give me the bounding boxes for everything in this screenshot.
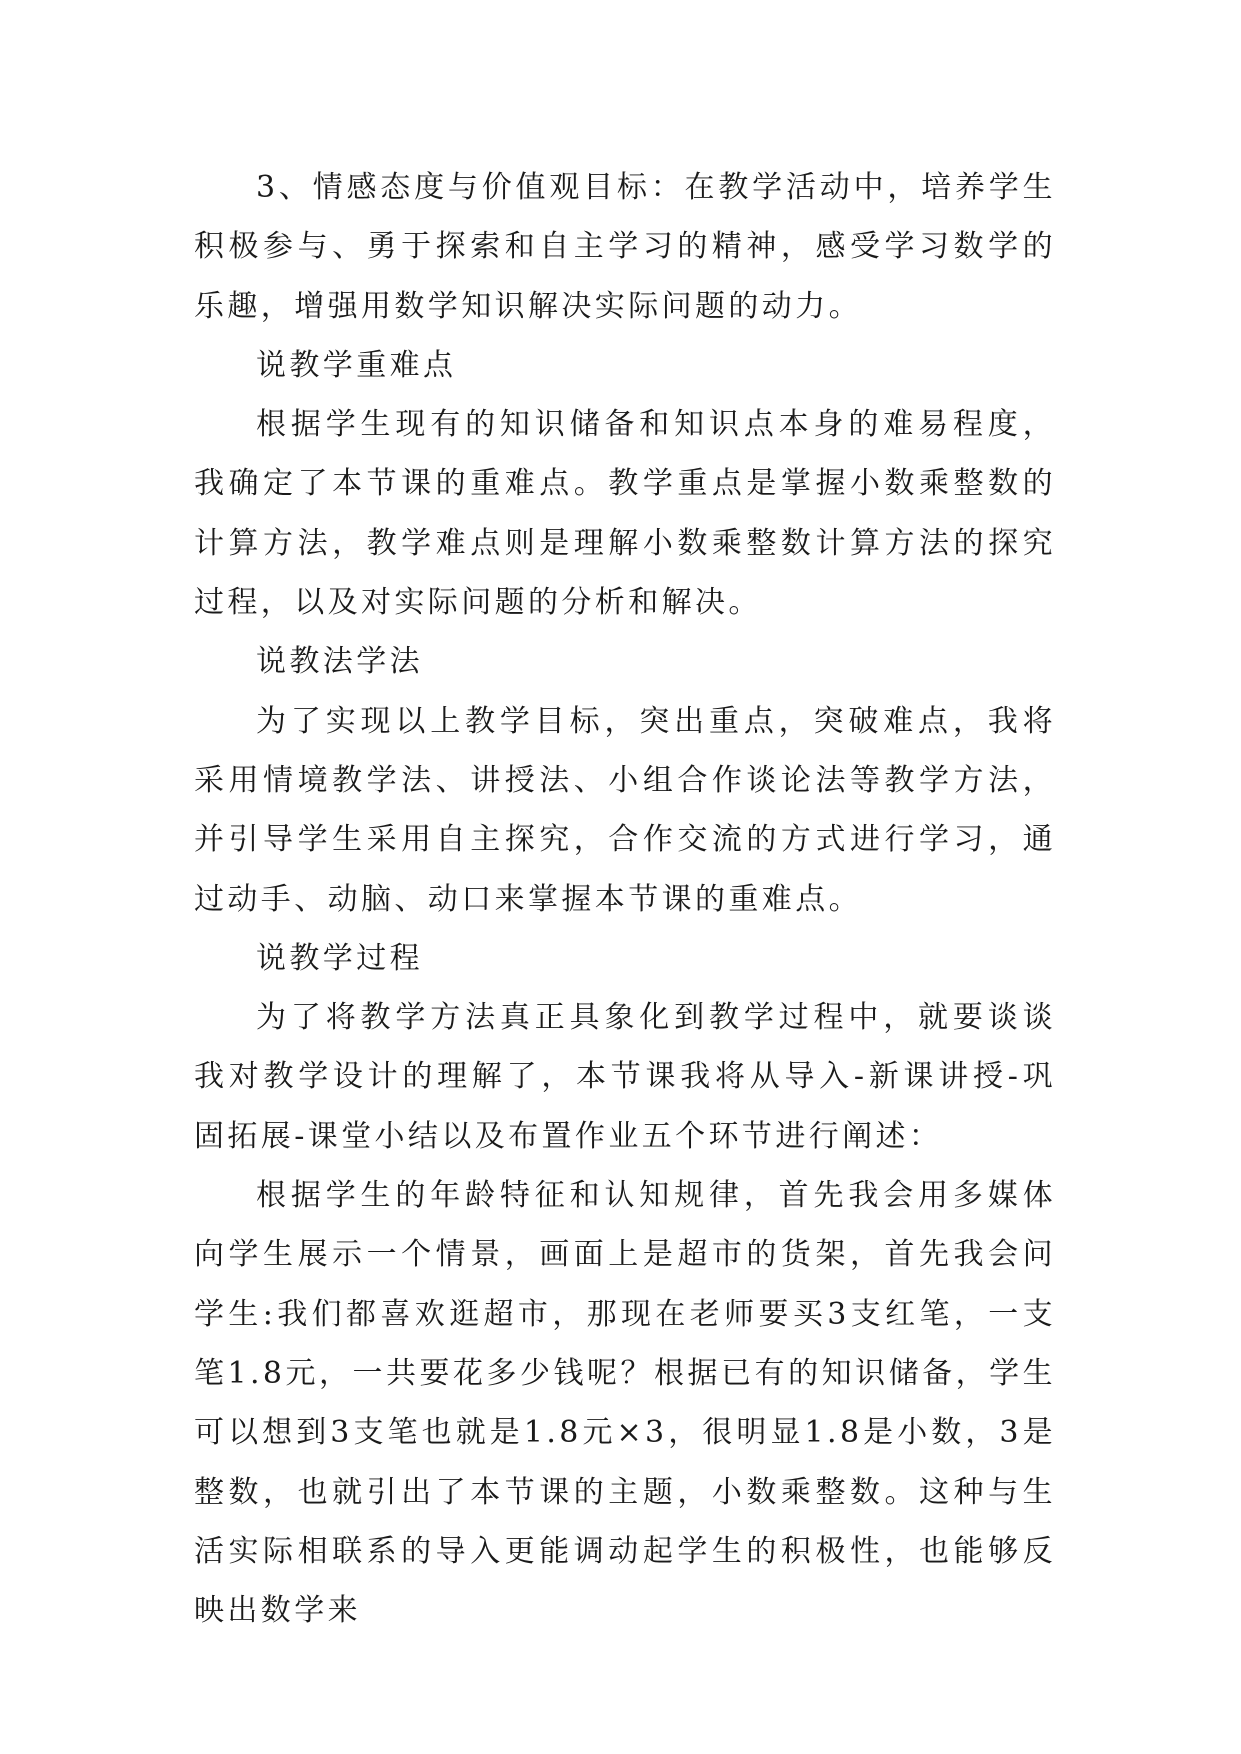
paragraph-introduction-scenario: 根据学生的年龄特征和认知规律，首先我会用多媒体向学生展示一个情景，画面上是超市的货架，首先我会问学生:我们都喜欢逛超市，那现在老师要买3支红笔，一支笔1.8元，一共要花多少钱呢？根据已有的知识储备，学生可以想到3支笔也就是1.8元×3，很明显1.8是小数，3是整数，也就引出了本节课的主题，小数乘整数。这种与生活实际相联系的导入更能调动起学生的积极性，也能够反映出数学来 [194, 1178, 1056, 1629]
heading-teaching-process: 说教学过程 [256, 940, 423, 976]
paragraph-teaching-methods: 为了实现以上教学目标，突出重点，突破难点，我将采用情境教学法、讲授法、小组合作谈论法等教学方法，并引导学生采用自主探究，合作交流的方式进行学习，通过动手、动脑、动口来掌握本节课的重难点。 [194, 703, 1056, 917]
paragraph-affective-goal: 3、情感态度与价值观目标：在教学活动中，培养学生积极参与、勇于探索和自主学习的精神，感受学习数学的乐趣，增强用数学知识解决实际问题的动力。 [194, 170, 1056, 324]
heading-teaching-methods: 说教法学法 [256, 644, 423, 680]
paragraph-key-points: 根据学生现有的知识储备和知识点本身的难易程度，我确定了本节课的重难点。教学重点是掌握小数乘整数的计算方法，教学难点则是理解小数乘整数计算方法的探究过程，以及对实际问题的分析和解决。 [194, 407, 1056, 621]
heading-key-points: 说教学重难点 [256, 347, 457, 383]
document-body [194, 158, 1056, 1640]
paragraph-process-overview: 为了将教学方法真正具象化到教学过程中，就要谈谈我对教学设计的理解了，本节课我将从导入-新课讲授-巩固拓展-课堂小结以及布置作业五个环节进行阐述： [194, 1000, 1056, 1154]
